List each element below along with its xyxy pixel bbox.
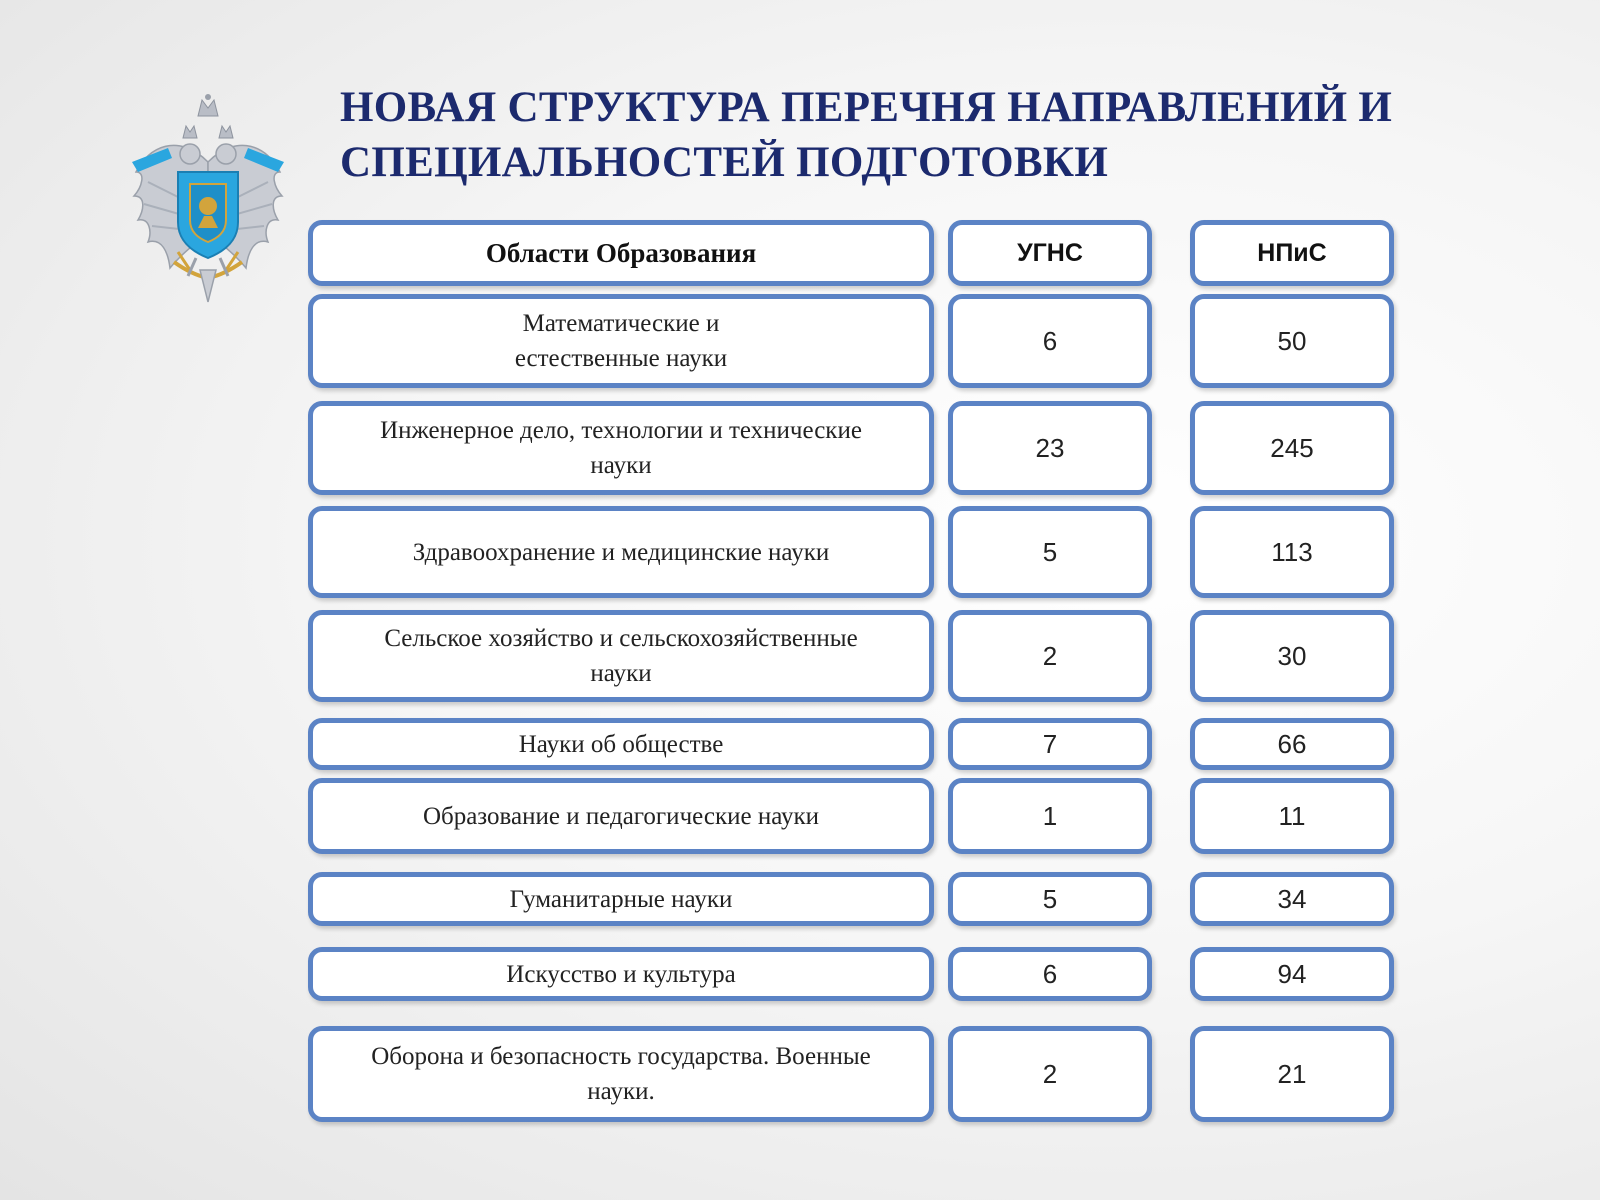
ugns-value: 6: [1042, 958, 1058, 989]
area-line: науки: [590, 452, 652, 479]
header-npis-label: НПиС: [1257, 238, 1327, 267]
ugns-value: 1: [1042, 800, 1058, 831]
area-line: Науки об обществе: [518, 730, 724, 758]
area-line: Гуманитарные науки: [509, 885, 733, 913]
npis-cell: [1190, 506, 1394, 598]
header-areas: [308, 220, 934, 286]
table-row-area: [308, 872, 934, 926]
table-row-area: [308, 778, 934, 854]
table-row-area: [308, 718, 934, 770]
table-row-area: [308, 294, 934, 388]
area-line: Образование и педагогические науки: [422, 802, 820, 830]
npis-value: 11: [1278, 800, 1306, 831]
npis-value: 34: [1277, 883, 1307, 914]
area-line: науки.: [587, 1078, 655, 1105]
npis-cell: [1190, 294, 1394, 388]
ugns-value: 2: [1042, 1058, 1058, 1089]
npis-value: 21: [1277, 1058, 1307, 1089]
ugns-cell: [948, 947, 1152, 1001]
title-line-2: СПЕЦИАЛЬНОСТЕЙ ПОДГОТОВКИ: [340, 139, 1109, 186]
npis-cell: [1190, 401, 1394, 495]
table-row-area: [308, 610, 934, 702]
area-line: Математические и: [522, 310, 720, 337]
ugns-value: 7: [1042, 728, 1058, 759]
ugns-cell: [948, 872, 1152, 926]
header-ugns: [948, 220, 1152, 286]
ugns-cell: [948, 401, 1152, 495]
page-title: [340, 80, 1540, 190]
header-npis: [1190, 220, 1394, 286]
npis-cell: [1190, 718, 1394, 770]
ugns-cell: [948, 778, 1152, 854]
area-line: Искусство и культура: [506, 960, 736, 988]
ugns-cell: [948, 294, 1152, 388]
ugns-cell: [948, 1026, 1152, 1122]
npis-cell: [1190, 610, 1394, 702]
table-row-area: [308, 1026, 934, 1122]
npis-value: 50: [1277, 325, 1307, 356]
coat-of-arms-icon: [128, 92, 288, 312]
npis-cell: [1190, 1026, 1394, 1122]
area-line: науки: [590, 660, 652, 687]
ugns-value: 6: [1042, 325, 1058, 356]
header-ugns-label: УГНС: [1017, 238, 1083, 267]
area-line: Инженерное дело, технологии и технические: [380, 417, 862, 444]
area-line: Сельское хозяйство и сельскохозяйственные: [384, 625, 858, 652]
table-row-area: [308, 947, 934, 1001]
npis-value: 113: [1271, 536, 1313, 567]
area-line: естественные науки: [514, 345, 728, 372]
table-row-area: [308, 506, 934, 598]
npis-cell: [1190, 778, 1394, 854]
area-line: Оборона и безопасность государства. Военные: [371, 1043, 871, 1070]
npis-value: 94: [1277, 958, 1307, 989]
ugns-cell: [948, 610, 1152, 702]
header-areas-label: Области Образования: [485, 237, 757, 268]
ugns-cell: [948, 718, 1152, 770]
ugns-value: 23: [1035, 432, 1065, 463]
npis-cell: [1190, 872, 1394, 926]
npis-cell: [1190, 947, 1394, 1001]
ugns-value: 2: [1042, 640, 1058, 671]
npis-value: 66: [1277, 728, 1307, 759]
ugns-value: 5: [1042, 883, 1058, 914]
title-line-1: НОВАЯ СТРУКТУРА ПЕРЕЧНЯ НАПРАВЛЕНИЙ И: [340, 84, 1393, 131]
npis-value: 245: [1270, 432, 1314, 463]
area-line: Здравоохранение и медицинские науки: [412, 538, 830, 566]
table-row-area: [308, 401, 934, 495]
npis-value: 30: [1277, 640, 1307, 671]
ugns-value: 5: [1042, 536, 1058, 567]
ugns-cell: [948, 506, 1152, 598]
